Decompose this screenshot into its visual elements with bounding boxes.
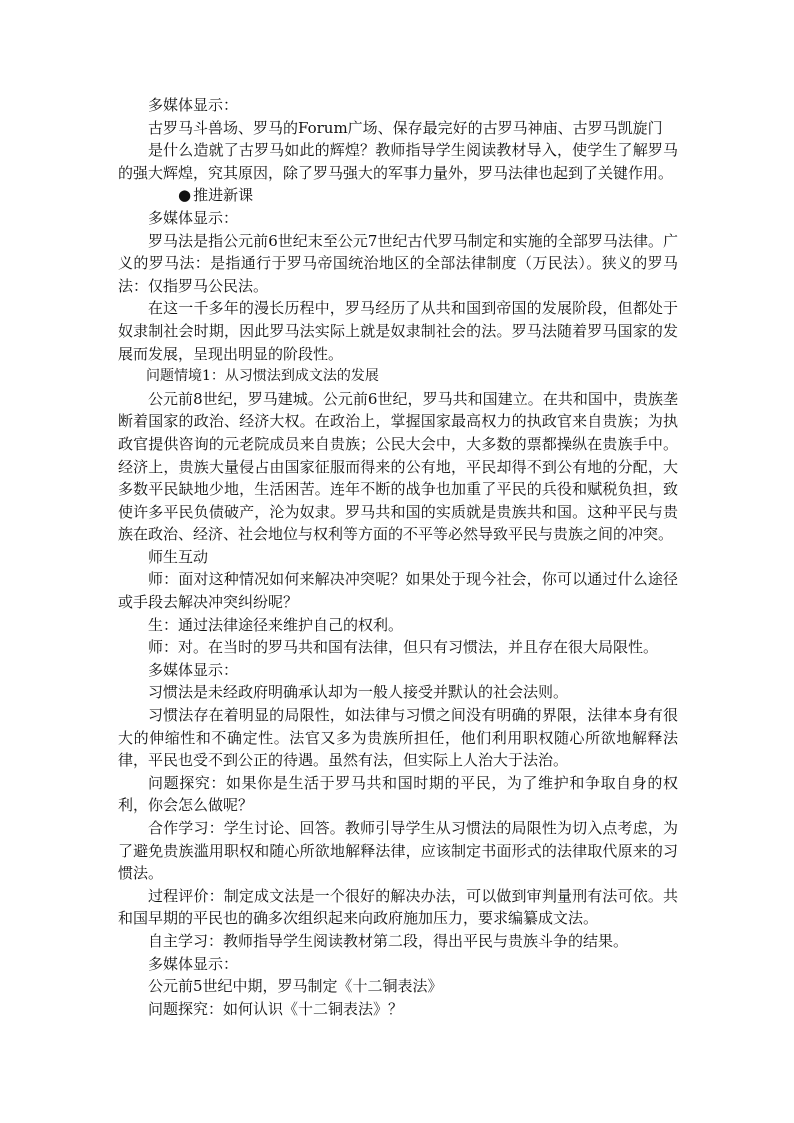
paragraph-teacher-question: 师：面对这种情况如何来解决冲突呢？如果处于现今社会，你可以通过什么途径或手段去解决冲突纠纷呢？	[118, 570, 678, 612]
paragraph-intro-question: 是什么造就了古罗马如此的辉煌？教师指导学生阅读教材导入，使学生了解罗马的强大辉煌，究其原因，除了罗马强大的军事力量外，罗马法律也起到了关键作用。	[118, 141, 678, 182]
paragraph-problem-inquiry-2: 问题探究：如何认识《十二铜表法》？	[148, 999, 404, 1018]
bullet-icon: ●	[178, 186, 192, 205]
paragraph-multimedia-label-3: 多媒体显示：	[148, 660, 239, 679]
paragraph-teacher-reply: 师：对。在当时的罗马共和国有法律，但只有习惯法，并且存在很大局限性。	[148, 638, 659, 657]
paragraph-customary-law-limits: 习惯法存在着明显的局限性，如法律与习惯之间没有明确的界限，法律本身有很大的伸缩性和不确定性。法官又多为贵族所担任，他们利用职权随心所欲地解释法律，平民也受不到公正的待遇。虽然有法，但实际上人治大于法治。	[118, 706, 678, 770]
paragraph-scenario-1: 问题情境1：从习惯法到成文法的发展	[146, 368, 379, 385]
paragraph-cooperative-learning: 合作学习：学生讨论、回答。教师引导学生从习惯法的局限性为切入点考虑，为了避免贵族滥用职权和随心所欲地解释法律，应该制定书面形式的法律取代原来的习惯法。	[118, 819, 678, 883]
paragraph-multimedia-label-4: 多媒体显示：	[148, 954, 239, 973]
paragraph-student-answer: 生：通过法律途径来维护自己的权利。	[148, 615, 404, 634]
section-heading-new-lesson	[118, 184, 678, 207]
paragraph-republic-background: 公元前8世纪，罗马建城。公元前6世纪，罗马共和国建立。在共和国中，贵族垄断着国家的政治、经济大权。在政治上，掌握国家最高权力的执政官来自贵族；为执政官提供咨询的元老院成员来自贵族；公民大会中，大多数的票都操纵在贵族手中。经济上，贵族大量侵占由国家征服而得来的公有地，平民却得不到公有地的分配，大多数平民缺地少地，生活困苦。连年不断的战争也加重了平民的兵役和赋税负担，致使许多平民负债破产，沦为奴隶。罗马共和国的实质就是贵族共和国。这种平民与贵族在政治、经济、社会地位与权利等方面的不平等必然导致平民与贵族之间的冲突。	[118, 389, 678, 544]
paragraph-roman-law-definition: 罗马法是指公元前6世纪末至公元7世纪古代罗马制定和实施的全部罗马法律。广义的罗马法：是指通行于罗马帝国统治地区的全部法律制度（万民法）。狭义的罗马法：仅指罗马公民法。	[118, 231, 678, 295]
paragraph-multimedia-label-1: 多媒体显示：	[148, 96, 239, 114]
document-page	[118, 94, 678, 1020]
paragraph-customary-law-definition: 习惯法是未经政府明确承认却为一般人接受并默认的社会法则。	[148, 683, 569, 702]
paragraph-roman-law-history: 在这一千多年的漫长历程中，罗马经历了从共和国到帝国的发展阶段，但都处于奴隶制社会时期，因此罗马法实际上就是奴隶制社会的法。罗马法随着罗马国家的发展而发展，呈现出明显的阶段性。	[118, 299, 678, 363]
paragraph-process-evaluation: 过程评价：制定成文法是一个很好的解决办法，可以做到审判量刑有法可依。共和国早期的平民也的确多次组织起来向政府施加压力，要求编纂成文法。	[118, 886, 678, 928]
paragraph-multimedia-label-2: 多媒体显示：	[148, 208, 239, 227]
paragraph-twelve-tables: 公元前5世纪中期，罗马制定《十二铜表法》	[148, 977, 443, 996]
paragraph-interaction-label: 师生互动	[148, 547, 209, 566]
paragraph-problem-inquiry-1: 问题探究：如果你是生活于罗马共和国时期的平民，为了维护和争取自身的权利，你会怎么做呢？	[118, 773, 678, 815]
paragraph-self-study: 自主学习：教师指导学生阅读教材第二段，得出平民与贵族斗争的结果。	[148, 931, 629, 950]
section-heading-label: 推进新课	[193, 186, 254, 205]
paragraph-roman-sites: 古罗马斗兽场、罗马的Forum广场、保存最完好的古罗马神庙、古罗马凯旋门	[148, 118, 663, 137]
